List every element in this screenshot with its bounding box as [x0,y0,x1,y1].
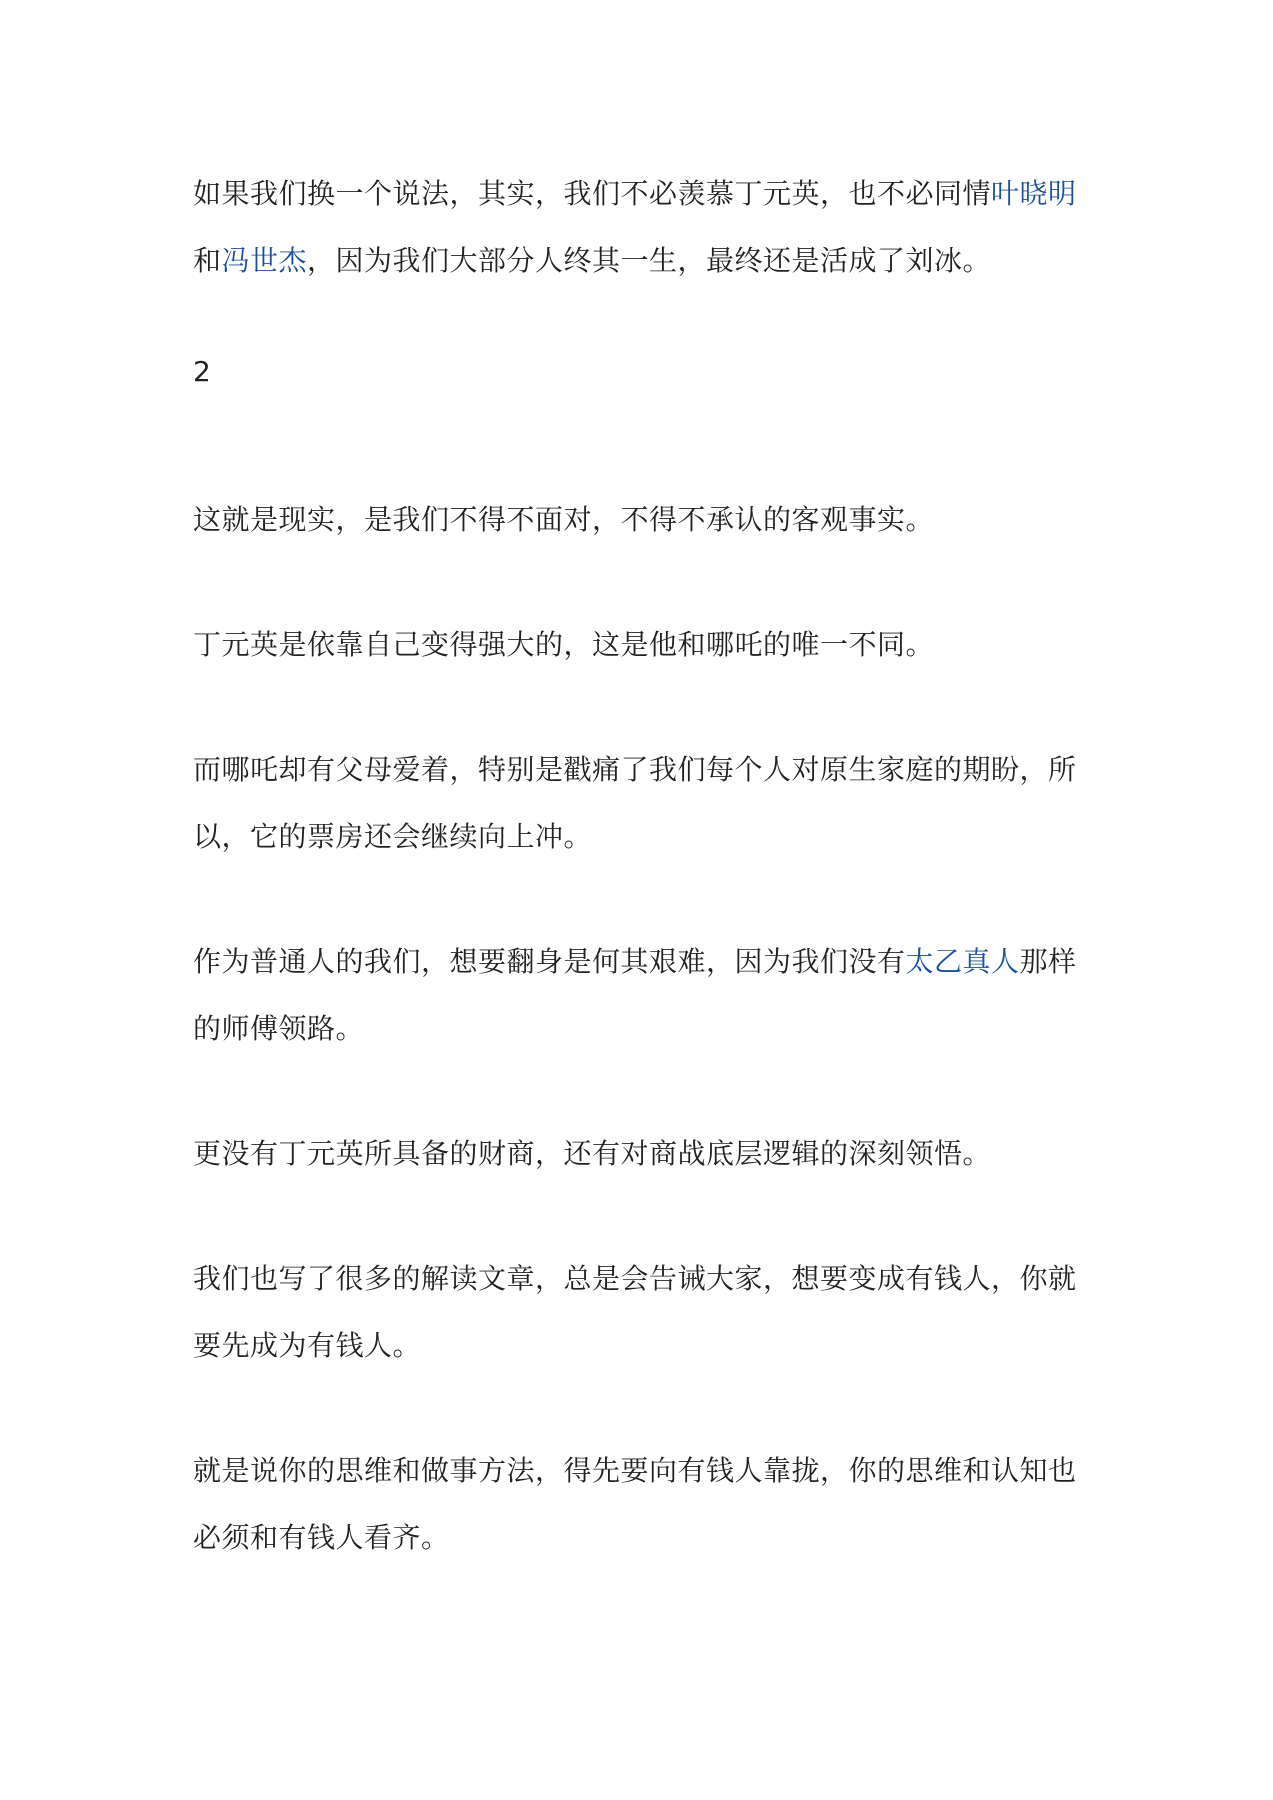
section-number: 2 [193,355,211,388]
paragraph [193,611,1093,678]
paragraph-text: 就是说你的思维和做事方法，得先要向有钱人靠拢，你的思维和认知也必须和有钱人看齐。 [193,1454,1077,1554]
paragraph-text: 我们也写了很多的解读文章，总是会告诫大家，想要变成有钱人，你就要先成为有钱人。 [193,1262,1077,1362]
paragraph-text: 而哪吒却有父母爱着，特别是戳痛了我们每个人对原生家庭的期盼，所以，它的票房还会继续向上冲。 [193,753,1077,853]
link-ye-xiaoming[interactable]: 叶晓明 [991,177,1077,210]
paragraph-text: ，因为我们大部分人终其一生，最终还是活成了刘冰。 [307,244,992,277]
paragraph-text: 那样的师傅领路。 [193,945,1077,1045]
paragraph-text: 作为普通人的我们，想要翻身是何其艰难，因为我们没有 [193,945,906,978]
paragraph-text: 这就是现实，是我们不得不面对，不得不承认的客观事实。 [193,503,935,536]
link-taiyi-zhenren[interactable]: 太乙真人 [905,945,1020,978]
paragraph [193,736,1093,870]
paragraph-text: 如果我们换一个说法，其实，我们不必羡慕丁元英，也不必同情 [193,177,992,210]
paragraph-text: 更没有丁元英所具备的财商，还有对商战底层逻辑的深刻领悟。 [193,1137,992,1170]
paragraph-text: 和 [193,244,222,277]
paragraph [193,486,1093,553]
paragraph [193,928,1093,1062]
paragraph-text: 丁元英是依靠自己变得强大的，这是他和哪吒的唯一不同。 [193,628,935,661]
paragraph [193,1120,1093,1187]
paragraph-intro [193,160,1093,294]
paragraph [193,1437,1093,1571]
link-feng-shijie[interactable]: 冯世杰 [221,244,308,277]
article-body [193,160,1093,1629]
paragraph [193,1245,1093,1379]
